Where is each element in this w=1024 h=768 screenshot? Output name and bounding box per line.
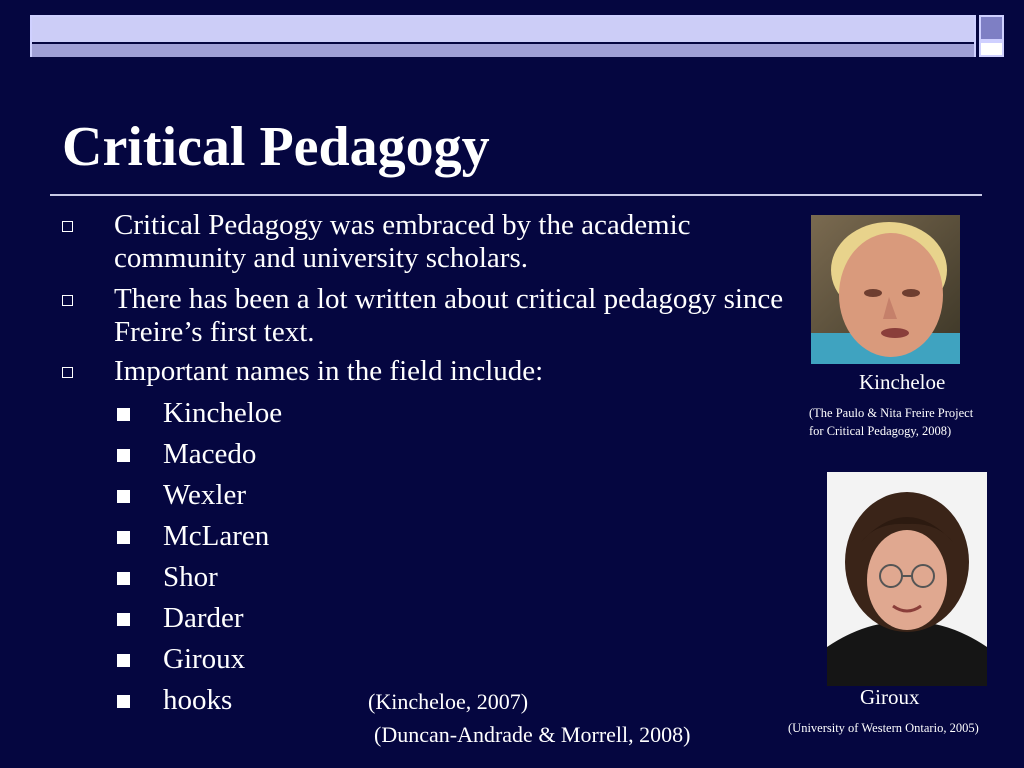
- filled-square-bullet-icon: [117, 613, 130, 626]
- filled-square-bullet-icon: [117, 449, 130, 462]
- header-bar: [30, 15, 976, 57]
- name-text: Darder: [163, 602, 244, 634]
- filled-square-bullet-icon: [117, 654, 130, 667]
- name-text: Wexler: [163, 479, 247, 511]
- photo-source-kincheloe-line2: for Critical Pedagogy, 2008): [809, 424, 952, 438]
- name-text: Shor: [163, 561, 218, 593]
- filled-square-bullet-icon: [117, 490, 130, 503]
- bullet-text: There has been a lot written about critical pedagogy since Freire’s first text.: [114, 283, 784, 348]
- corner-square-top: [979, 15, 1004, 41]
- photo-source-giroux: (University of Western Ontario, 2005): [788, 721, 979, 735]
- bullet-text: Critical Pedagogy was embraced by the academic community and university scholars.: [114, 209, 691, 274]
- filled-square-bullet-icon: [117, 408, 130, 421]
- filled-square-bullet-icon: [117, 572, 130, 585]
- name-text: Macedo: [163, 438, 257, 470]
- name-text: hooks: [163, 684, 233, 716]
- name-text: McLaren: [163, 520, 270, 552]
- photo-caption-kincheloe: Kincheloe: [859, 370, 946, 394]
- title-divider: [50, 194, 982, 196]
- giroux-photo: [827, 472, 987, 686]
- filled-square-bullet-icon: [117, 531, 130, 544]
- name-text: Giroux: [163, 643, 246, 675]
- hollow-square-bullet-icon: [62, 367, 73, 378]
- citation: (Kincheloe, 2007): [368, 689, 529, 714]
- photo-caption-giroux: Giroux: [860, 685, 920, 709]
- portrait-kincheloe-icon: [811, 215, 960, 364]
- portrait-giroux-icon: [827, 472, 987, 686]
- name-text: Kincheloe: [163, 397, 283, 429]
- corner-square-bottom: [979, 41, 1004, 57]
- photo-source-kincheloe-line1: (The Paulo & Nita Freire Project: [809, 406, 974, 420]
- slide-title: Critical Pedagogy: [62, 116, 490, 178]
- filled-square-bullet-icon: [117, 695, 130, 708]
- hollow-square-bullet-icon: [62, 295, 73, 306]
- header-bar-upper: [32, 17, 974, 42]
- hollow-square-bullet-icon: [62, 221, 73, 232]
- kincheloe-photo: [811, 215, 960, 364]
- citation: (Duncan-Andrade & Morrell, 2008): [374, 722, 691, 747]
- header-bar-lower: [32, 44, 974, 57]
- bullet-text: Important names in the field include:: [114, 355, 544, 387]
